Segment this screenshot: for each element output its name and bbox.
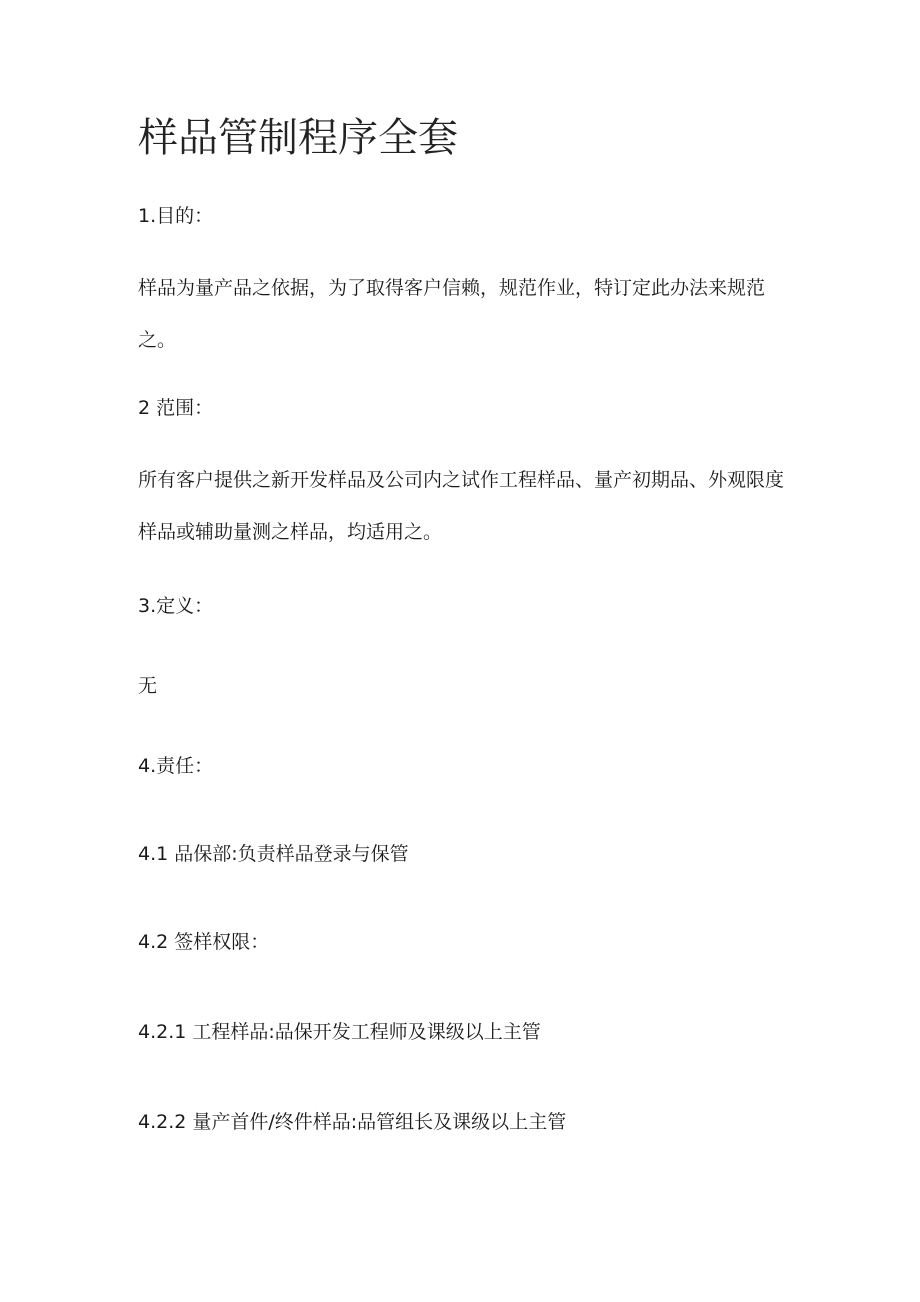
responsibility-item-4-2-2: 4.2.2 量产首件/终件样品:品管组长及课级以上主管 [138,1111,567,1133]
responsibility-item-4-1: 4.1 品保部:负责样品登录与保管 [138,843,409,865]
section-responsibility-heading: 4.责任： [138,755,214,777]
section-purpose-text: 样品为量产品之依据，为了取得客户信赖，规范作业，特订定此办法来规范之。 [138,277,766,351]
section-definition-heading: 3.定义： [138,595,214,617]
document-title: 样品管制程序全套 [138,115,458,161]
section-scope-text: 所有客户提供之新开发样品及公司内之试作工程样品、量产初期品、外观限度样品或辅助量测之样品，均适用之。 [138,469,785,543]
responsibility-item-4-2-1: 4.2.1 工程样品:品保开发工程师及课级以上主管 [138,1021,541,1043]
section-purpose-heading: 1.目的： [138,205,214,227]
section-definition-text: 无 [138,675,158,697]
section-scope-heading: 2 范围： [138,397,214,419]
responsibility-item-4-2: 4.2 签样权限： [138,931,270,953]
